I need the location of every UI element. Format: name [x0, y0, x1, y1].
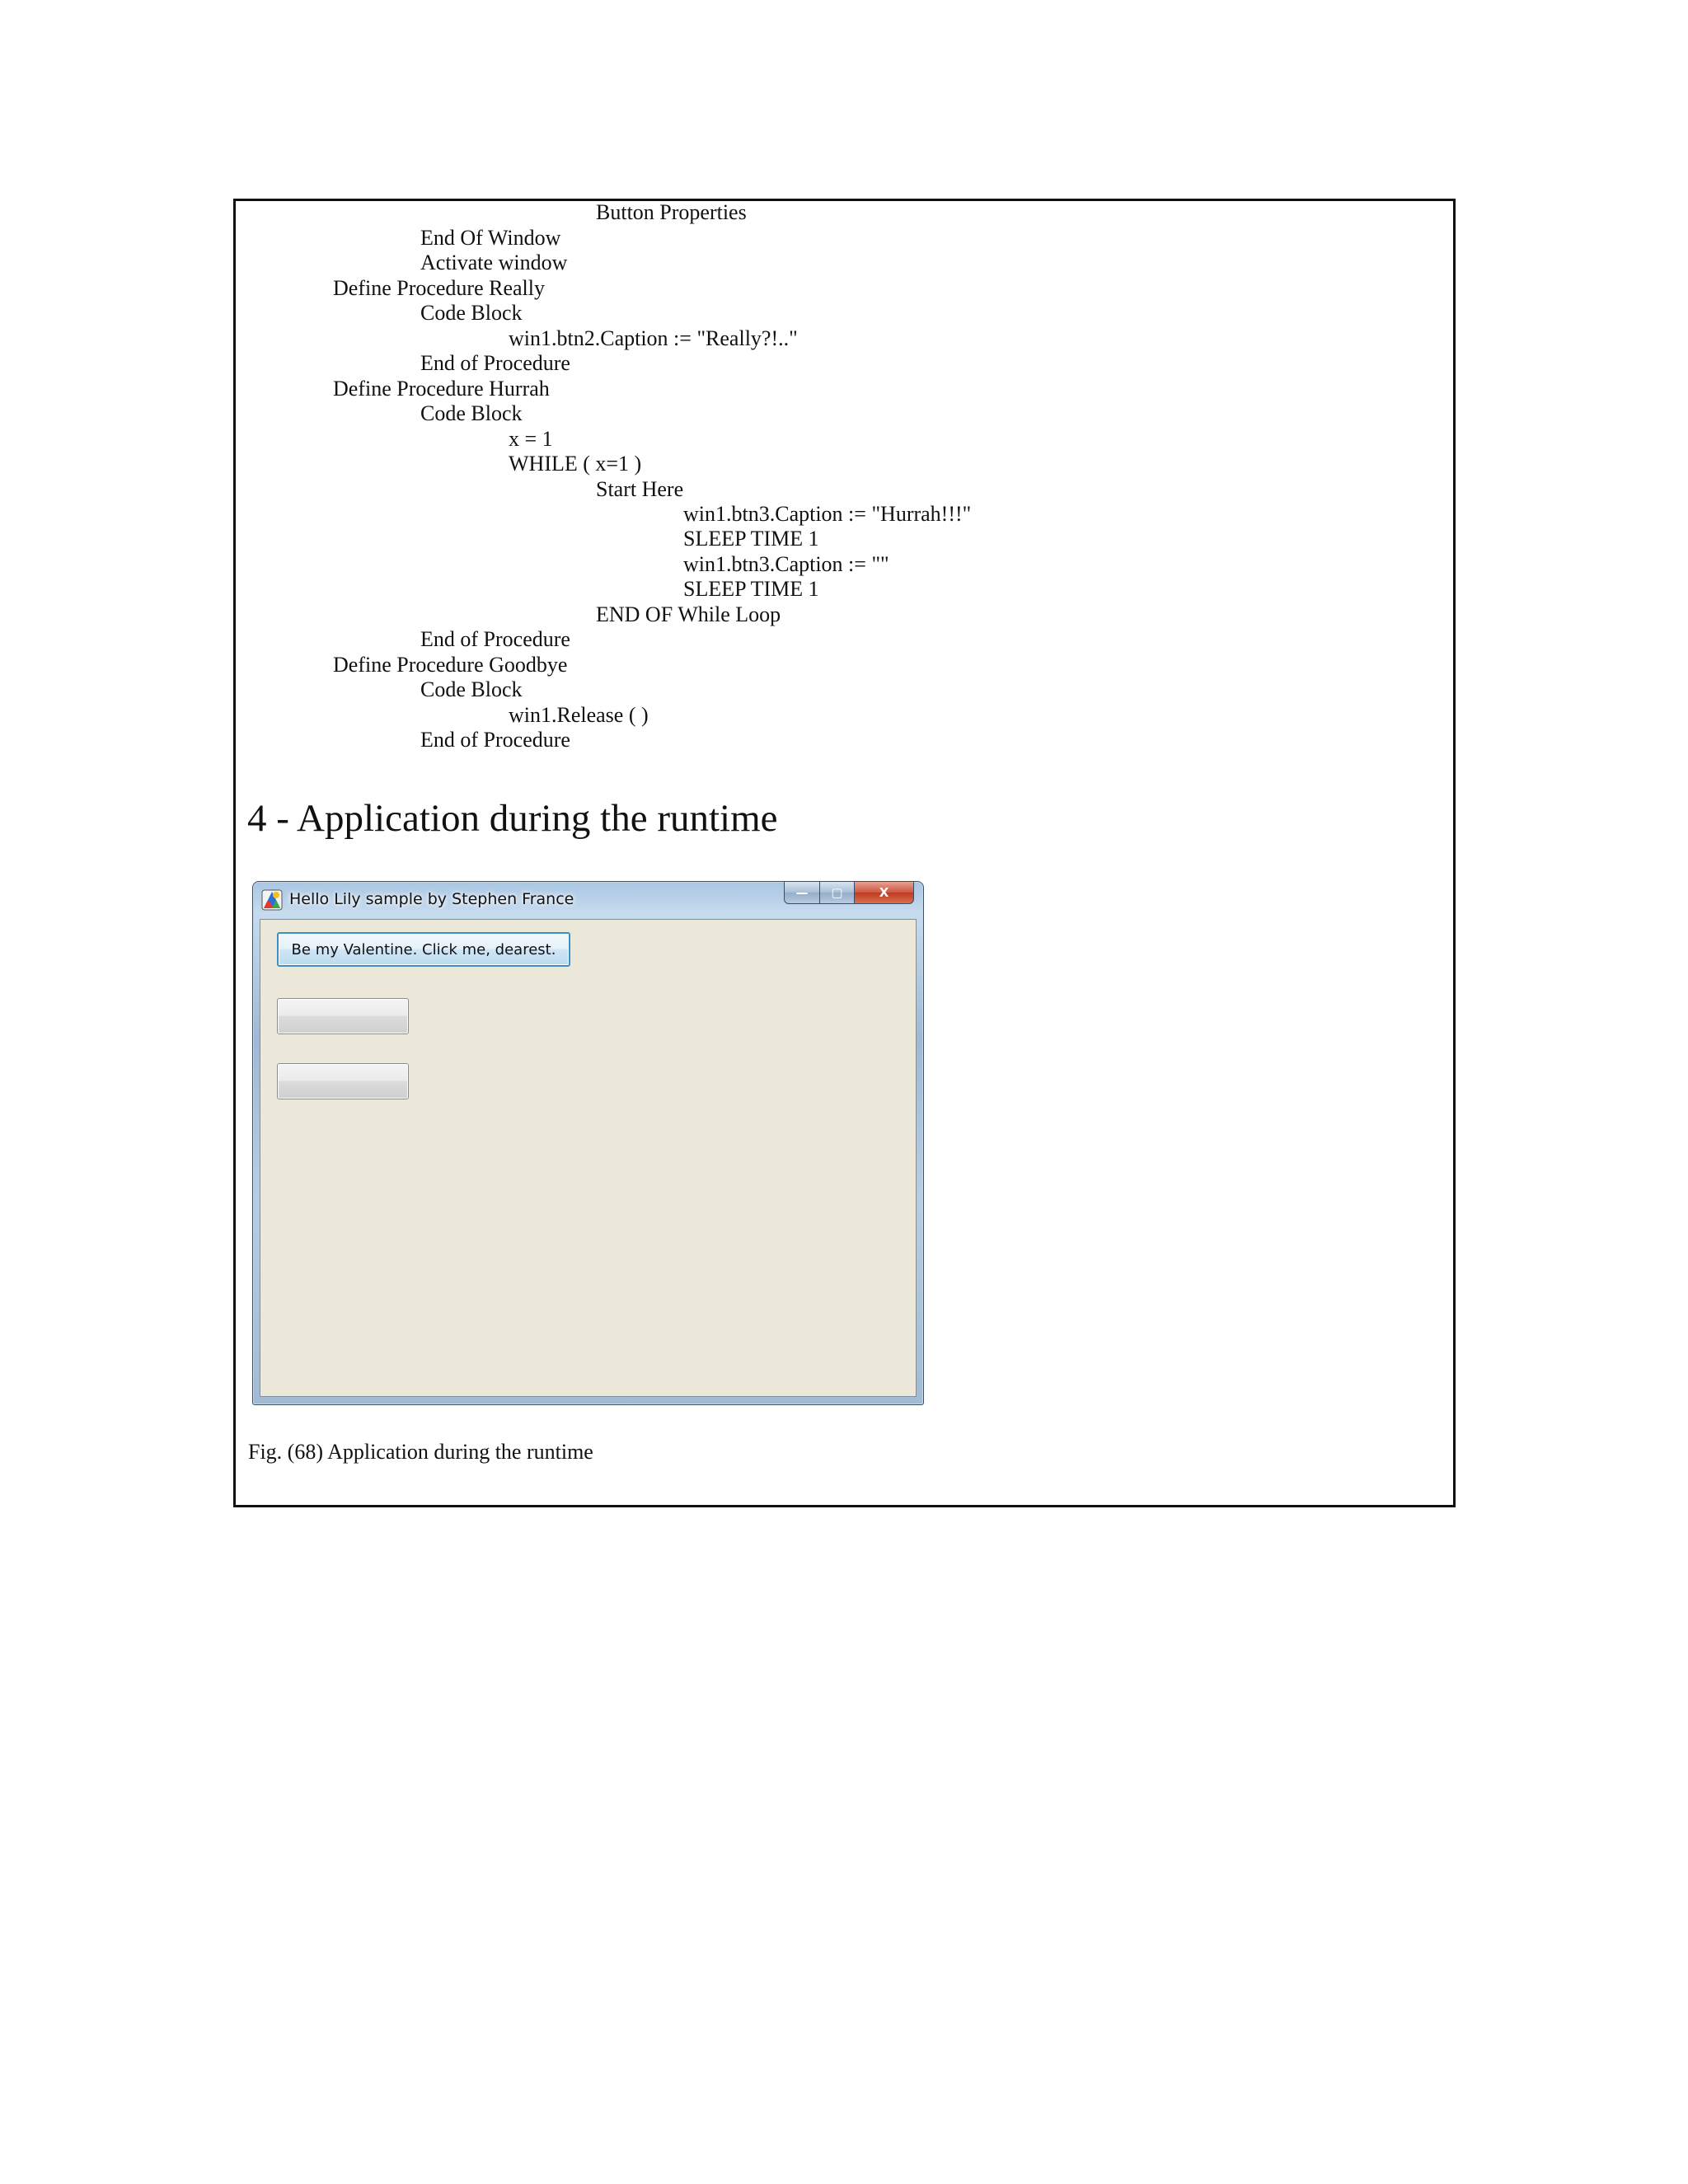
close-button[interactable] [855, 881, 914, 904]
code-line: End Of Window [420, 226, 561, 250]
code-line: Define Procedure Goodbye [333, 653, 568, 677]
valentine-button[interactable]: Be my Valentine. Click me, dearest. [277, 932, 570, 967]
code-line: End of Procedure [420, 728, 570, 752]
code-line: Activate window [420, 251, 568, 274]
really-button[interactable] [277, 998, 409, 1034]
minimize-icon: — [795, 885, 809, 900]
hurrah-button[interactable] [277, 1063, 409, 1099]
section-heading: 4 - Application during the runtime [247, 797, 778, 840]
code-line: WHILE ( x=1 ) [509, 452, 642, 476]
window-title: Hello Lily sample by Stephen France [289, 890, 574, 908]
code-line: SLEEP TIME 1 [683, 577, 819, 601]
maximize-button[interactable] [820, 881, 855, 904]
code-line: win1.btn3.Caption := "Hurrah!!!" [683, 502, 972, 526]
window-titlebar[interactable] [253, 882, 923, 918]
minimize-button[interactable] [784, 881, 820, 904]
code-line: x = 1 [509, 427, 553, 451]
code-line: Start Here [596, 477, 684, 501]
code-line: Define Procedure Hurrah [333, 377, 550, 401]
code-line: win1.btn3.Caption := "" [683, 552, 889, 576]
code-line: End of Procedure [420, 351, 570, 375]
window-client-area [260, 919, 917, 1397]
code-line: Code Block [420, 301, 523, 325]
code-line: END OF While Loop [596, 602, 781, 626]
app-icon [261, 889, 283, 911]
code-line: win1.Release ( ) [509, 703, 649, 727]
code-line: Code Block [420, 401, 523, 425]
code-line: Define Procedure Really [333, 276, 546, 300]
code-line: Button Properties [596, 200, 747, 224]
figure-caption: Fig. (68) Application during the runtime [248, 1440, 593, 1464]
window-controls [784, 881, 914, 904]
maximize-icon: ▢ [831, 885, 843, 900]
code-line: SLEEP TIME 1 [683, 527, 819, 551]
app-window [252, 881, 924, 1405]
code-line: Code Block [420, 677, 523, 701]
close-icon: X [879, 885, 889, 900]
code-line: End of Procedure [420, 627, 570, 651]
code-line: win1.btn2.Caption := "Really?!.." [509, 326, 798, 350]
